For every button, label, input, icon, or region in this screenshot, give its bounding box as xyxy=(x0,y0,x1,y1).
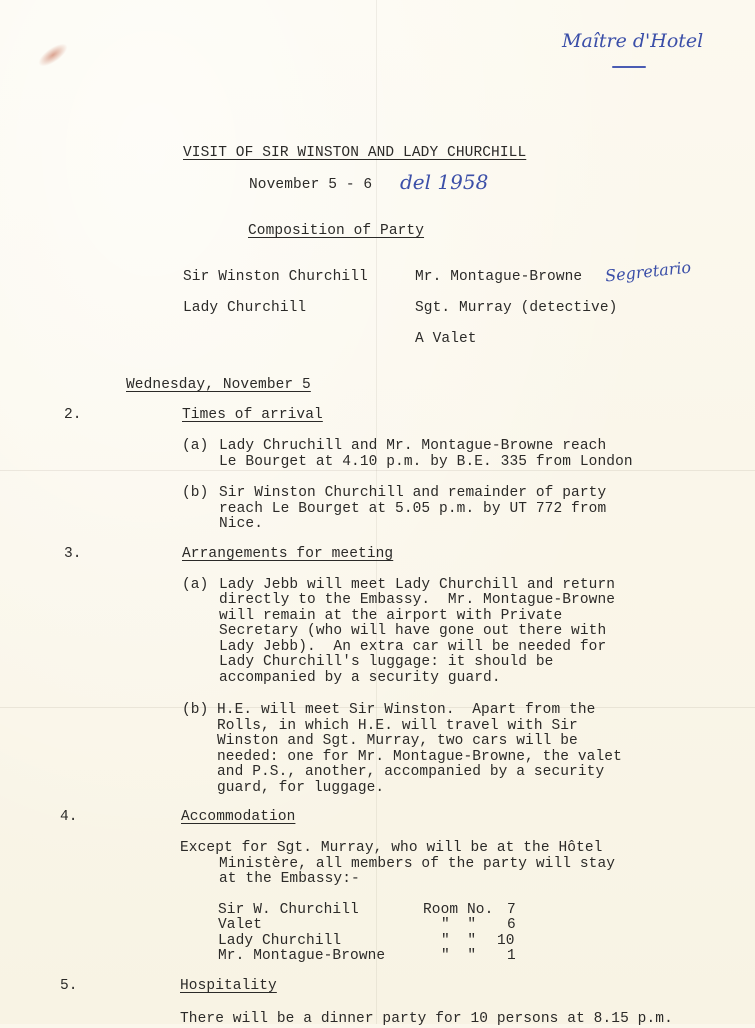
item-line: H.E. will meet Sir Winston. Apart from the xyxy=(217,702,596,718)
handwritten-underline xyxy=(612,66,646,68)
item-line: Le Bourget at 4.10 p.m. by B.E. 335 from London xyxy=(219,454,633,470)
item-line: guard, for luggage. xyxy=(217,780,385,796)
party-member: Lady Churchill xyxy=(183,300,307,316)
party-member: Sir Winston Churchill xyxy=(183,269,368,285)
room-number: 6 xyxy=(507,917,516,933)
item-label: (b) xyxy=(182,702,209,718)
party-member: Mr. Montague-Browne xyxy=(415,269,583,285)
item-line: Sir Winston Churchill and remainder of party xyxy=(219,485,607,501)
section-heading: Times of arrival xyxy=(182,407,323,423)
section-number: 2. xyxy=(64,407,82,423)
item-line: accompanied by a security guard. xyxy=(219,670,501,686)
item-line: needed: one for Mr. Montague-Browne, the valet xyxy=(217,749,622,765)
party-member: Sgt. Murray (detective) xyxy=(415,300,618,316)
room-guest: Lady Churchill xyxy=(218,933,342,949)
room-guest: Sir W. Churchill xyxy=(218,902,359,918)
section-number: 3. xyxy=(64,546,82,562)
intro-line: Except for Sgt. Murray, who will be at the Hôtel xyxy=(180,840,603,856)
item-label: (a) xyxy=(182,438,209,454)
document-title: VISIT OF SIR WINSTON AND LADY CHURCHILL xyxy=(183,145,527,161)
room-guest: Mr. Montague-Browne xyxy=(218,948,386,964)
room-label: " " xyxy=(441,948,477,964)
room-guest: Valet xyxy=(218,917,263,933)
section-heading: Arrangements for meeting xyxy=(182,546,394,562)
room-number: 10 xyxy=(497,933,515,949)
item-label: (a) xyxy=(182,577,209,593)
party-heading: Composition of Party xyxy=(248,223,425,239)
section-number: 4. xyxy=(60,809,78,825)
item-line: Winston and Sgt. Murray, two cars will be xyxy=(217,733,578,749)
room-label: " " xyxy=(441,933,477,949)
section-number: 5. xyxy=(60,978,78,994)
section-heading: Accommodation xyxy=(181,809,296,825)
handwritten-corner-note: Maître d'Hotel xyxy=(562,30,704,52)
room-label: Room No. xyxy=(423,902,494,918)
item-line: Lady Chruchill and Mr. Montague-Browne reach xyxy=(219,438,607,454)
item-line: Lady Churchill's luggage: it should be xyxy=(219,654,554,670)
room-label: " " xyxy=(441,917,477,933)
handwritten-party-note: Segretario xyxy=(604,257,692,286)
item-line: Lady Jebb). An extra car will be needed for xyxy=(219,639,607,655)
party-member: A Valet xyxy=(415,331,477,347)
section-heading: Hospitality xyxy=(180,978,277,994)
item-line: will remain at the airport with Private xyxy=(219,608,563,624)
item-line: directly to the Embassy. Mr. Montague-Browne xyxy=(219,592,616,608)
visit-dates: November 5 - 6 xyxy=(249,177,373,193)
intro-line: at the Embassy:- xyxy=(219,871,360,887)
rust-stain xyxy=(35,40,71,71)
cut-off-line: There will be a dinner party for 10 persons at 8.15 p.m. xyxy=(180,1011,673,1027)
handwritten-date-note: del 1958 xyxy=(400,170,489,194)
room-number: 7 xyxy=(507,902,516,918)
item-line: reach Le Bourget at 5.05 p.m. by UT 772 from xyxy=(219,501,607,517)
intro-line: Ministère, all members of the party will stay xyxy=(219,856,616,872)
item-line: and P.S., another, accompanied by a security xyxy=(217,764,605,780)
item-label: (b) xyxy=(182,485,209,501)
item-line: Rolls, in which H.E. will travel with Sir xyxy=(217,718,578,734)
item-line: Nice. xyxy=(219,516,264,532)
item-line: Lady Jebb will meet Lady Churchill and return xyxy=(219,577,616,593)
room-number: 1 xyxy=(507,948,516,964)
day-heading: Wednesday, November 5 xyxy=(126,377,311,393)
item-line: Secretary (who will have gone out there with xyxy=(219,623,607,639)
